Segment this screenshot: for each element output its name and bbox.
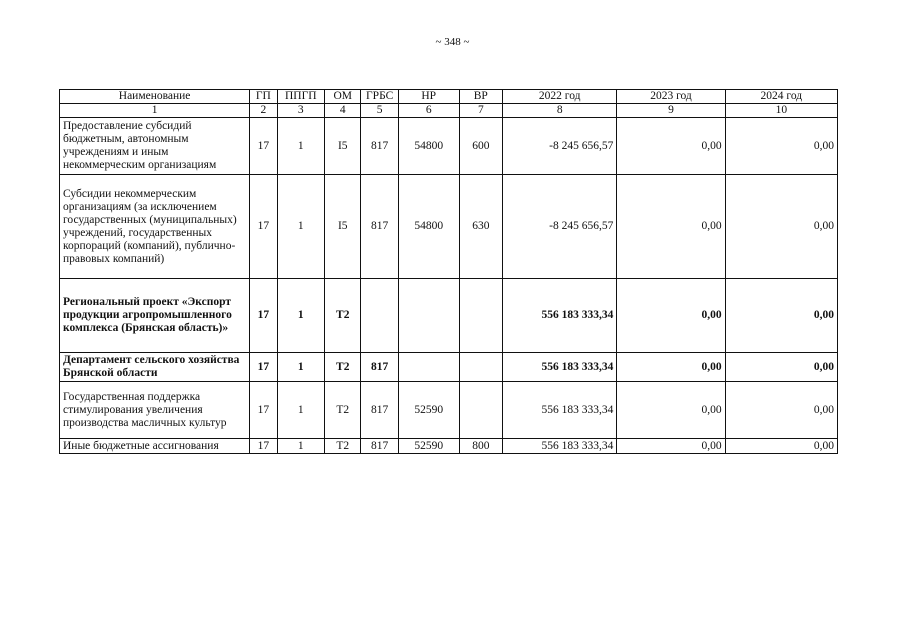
column-number: 7: [459, 104, 503, 118]
row-nr: 52590: [398, 382, 459, 439]
row-grbs: [361, 279, 398, 353]
column-number: 8: [503, 104, 617, 118]
row-2022: 556 183 333,34: [503, 382, 617, 439]
column-number: 5: [361, 104, 398, 118]
table-row: [60, 175, 838, 279]
row-om: I5: [325, 175, 361, 279]
row-2023: 0,00: [617, 279, 725, 353]
row-gp: 17: [250, 439, 277, 454]
page-number: ~ 348 ~: [435, 36, 470, 48]
row-name: Государственная поддержка стимулирования увеличения производства масличных культур: [60, 382, 250, 439]
row-om: T2: [325, 279, 361, 353]
table-row: [60, 439, 838, 454]
row-nr: 54800: [398, 175, 459, 279]
row-gp: 17: [250, 279, 277, 353]
row-name: Региональный проект «Экспорт продукции агропромышленного комплекса (Брянская область)»: [60, 279, 250, 353]
row-ppgp: 1: [277, 279, 325, 353]
header-row: [60, 90, 838, 104]
row-2022: -8 245 656,57: [503, 118, 617, 175]
row-vr: [459, 353, 503, 382]
row-2024: 0,00: [725, 118, 837, 175]
column-number: 6: [398, 104, 459, 118]
row-ppgp: 1: [277, 175, 325, 279]
column-number: 10: [725, 104, 837, 118]
row-nr: 54800: [398, 118, 459, 175]
row-name: Предоставление субсидий бюджетным, автономным учреждениям и иным некоммерческим организациям: [60, 118, 250, 175]
row-om: T2: [325, 353, 361, 382]
row-2024: 0,00: [725, 439, 837, 454]
row-ppgp: 1: [277, 382, 325, 439]
header-grbs: ГРБС: [361, 90, 398, 104]
column-number: 4: [325, 104, 361, 118]
table-row: [60, 279, 838, 353]
row-gp: 17: [250, 118, 277, 175]
row-om: T2: [325, 382, 361, 439]
row-om: T2: [325, 439, 361, 454]
row-2024: 0,00: [725, 353, 837, 382]
header-ppgp: ППГП: [277, 90, 325, 104]
row-2023: 0,00: [617, 353, 725, 382]
row-2022: 556 183 333,34: [503, 279, 617, 353]
row-2023: 0,00: [617, 439, 725, 454]
row-2023: 0,00: [617, 175, 725, 279]
row-2024: 0,00: [725, 279, 837, 353]
row-grbs: 817: [361, 118, 398, 175]
column-number: 1: [60, 104, 250, 118]
row-nr: 52590: [398, 439, 459, 454]
table-row: [60, 118, 838, 175]
row-grbs: 817: [361, 382, 398, 439]
row-ppgp: 1: [277, 118, 325, 175]
row-vr: [459, 382, 503, 439]
row-2023: 0,00: [617, 118, 725, 175]
row-grbs: 817: [361, 353, 398, 382]
column-number: 2: [250, 104, 277, 118]
row-grbs: 817: [361, 175, 398, 279]
row-nr: [398, 279, 459, 353]
row-gp: 17: [250, 382, 277, 439]
column-number: 3: [277, 104, 325, 118]
table-row: [60, 382, 838, 439]
row-2024: 0,00: [725, 382, 837, 439]
table-row: [60, 353, 838, 382]
row-vr: [459, 279, 503, 353]
row-vr: 800: [459, 439, 503, 454]
row-name: Иные бюджетные ассигнования: [60, 439, 250, 454]
row-name: Департамент сельского хозяйства Брянской области: [60, 353, 250, 382]
header-nr: НР: [398, 90, 459, 104]
row-gp: 17: [250, 353, 277, 382]
column-number-row: [60, 104, 838, 118]
row-ppgp: 1: [277, 353, 325, 382]
row-2022: -8 245 656,57: [503, 175, 617, 279]
header-gp: ГП: [250, 90, 277, 104]
header-vr: ВР: [459, 90, 503, 104]
column-number: 9: [617, 104, 725, 118]
row-gp: 17: [250, 175, 277, 279]
row-2023: 0,00: [617, 382, 725, 439]
row-name: Субсидии некоммерческим организациям (за исключением государственных (муниципальных) учреждений, государственных корпораций (компаний), публично-правовых компаний): [60, 175, 250, 279]
row-grbs: 817: [361, 439, 398, 454]
header-2024: 2024 год: [725, 90, 837, 104]
row-om: I5: [325, 118, 361, 175]
row-vr: 600: [459, 118, 503, 175]
header-2022: 2022 год: [503, 90, 617, 104]
row-2024: 0,00: [725, 175, 837, 279]
header-name: Наименование: [60, 90, 250, 104]
budget-table: [59, 89, 838, 454]
row-2022: 556 183 333,34: [503, 353, 617, 382]
row-ppgp: 1: [277, 439, 325, 454]
row-nr: [398, 353, 459, 382]
header-2023: 2023 год: [617, 90, 725, 104]
row-vr: 630: [459, 175, 503, 279]
row-2022: 556 183 333,34: [503, 439, 617, 454]
header-om: ОМ: [325, 90, 361, 104]
